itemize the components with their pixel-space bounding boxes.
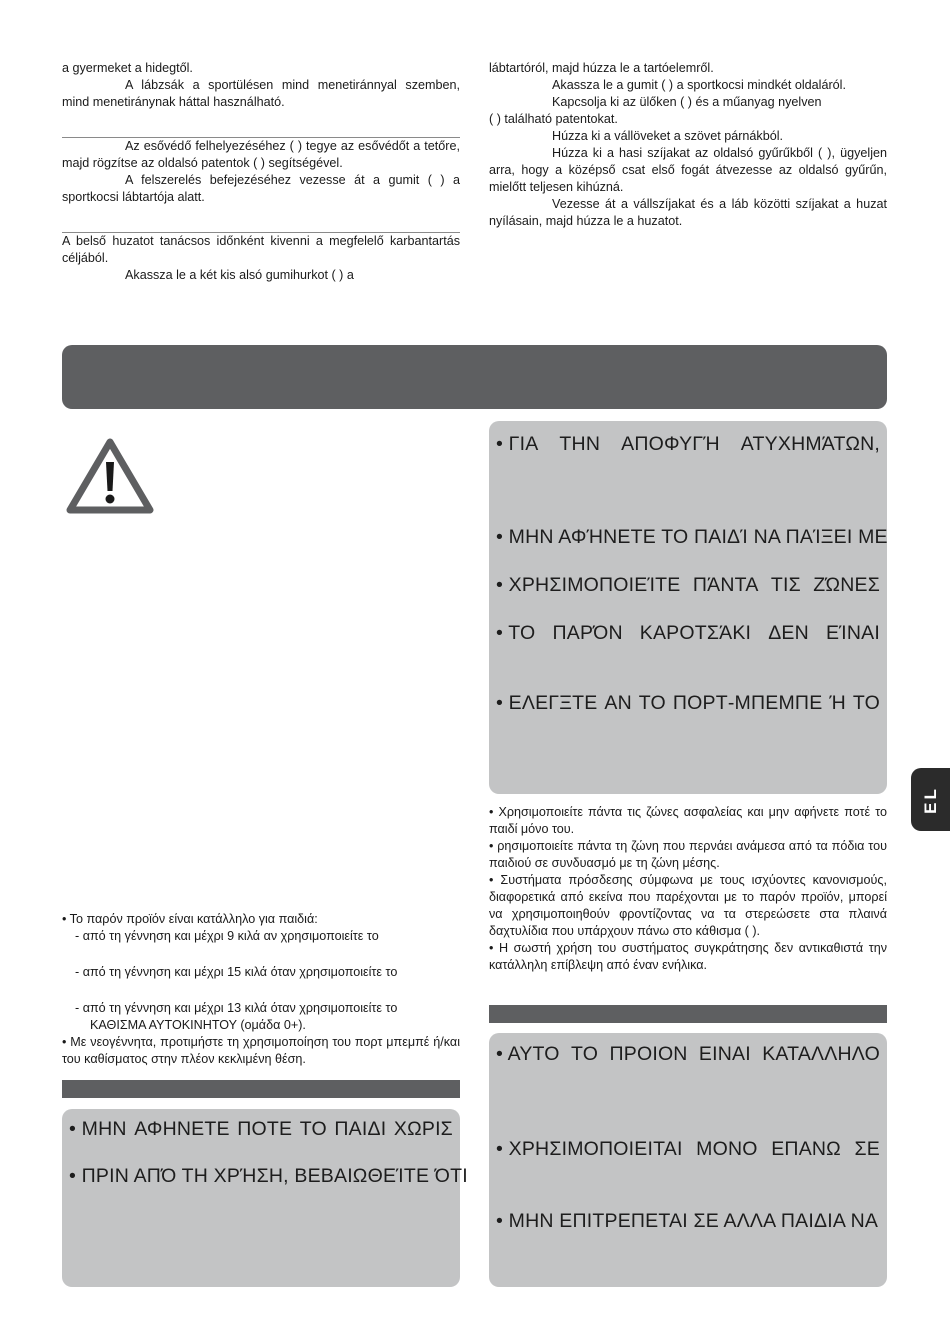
warning-line-2: • ΜΗΝ ΑΦΉΝΕΤΕ ΤΟ ΠΑΙΔΊ ΝΑ ΠΑΊΞΕΙ ΜΕ bbox=[496, 526, 888, 548]
text-p1: lábtartóról, majd húzza le a tartóelemről. bbox=[489, 61, 714, 75]
word: ΜΟΝΟ bbox=[696, 1138, 758, 1160]
warning-line-4 bbox=[496, 621, 880, 645]
note-d1: - από τη γέννηση και μέχρι 9 κιλά αν χρησιμοποιείτε το bbox=[75, 929, 379, 943]
warning-left-line-2: • ΠΡΙΝ ΑΠΌ ΤΗ ΧΡΉΣΗ, ΒΕΒΑΙΩΘΕΊΤΕ ΌΤΙ bbox=[69, 1165, 468, 1187]
word: ΠΑΙΔΙ bbox=[334, 1118, 387, 1140]
word: Ή bbox=[829, 692, 846, 714]
word: • ΑΥΤΟ bbox=[496, 1043, 560, 1065]
word: ΠΑΡΌΝ bbox=[552, 622, 623, 644]
section-bar-left bbox=[62, 1080, 460, 1098]
word: • ΕΛΕΓΞΤΕ bbox=[496, 692, 598, 714]
text-p3: Az esővédő felhelyezéséhez ( ) tegye az esővédőt a tetőre, majd rögzítse az oldalsó patentok ( ) segítségével. bbox=[62, 139, 460, 170]
text-p4: Húzza ki a vállöveket a szövet párnákból. bbox=[552, 129, 784, 143]
warning-line-3 bbox=[496, 573, 880, 597]
text-p3b: ( ) található patentokat. bbox=[489, 112, 618, 126]
text-p2: A lábzsák a sportülésen mind menetiránnyal szemben, mind menetiránynak háttal használható. bbox=[62, 78, 460, 109]
word: • ΧΡΗΣΙΜΟΠΟΙΕΊΤΕ bbox=[496, 574, 681, 596]
text-p6: Vezesse át a vállszíjakat és a láb közötti szíjakat a huzat nyílásain, majd húzza le a huzatot. bbox=[489, 197, 887, 228]
word: • ΧΡΗΣΙΜΟΠΟΙΕΙΤΑΙ bbox=[496, 1138, 683, 1160]
note-d3b: ΚΑΘΙΣΜΑ ΑΥΤΟΚΙΝΗΤΟΥ (ομάδα 0+). bbox=[90, 1018, 306, 1032]
right-notes bbox=[489, 804, 887, 974]
text-p5: Húzza ki a hasi szíjakat az oldalsó gyűrűkből ( ), ügyeljen arra, hogy a középső csat első fogát átvezesse az oldalsó gyűrűn, mielőtt teljesen kihúzná. bbox=[489, 146, 887, 194]
top-right-column bbox=[489, 60, 887, 230]
word: ΑΦΗΝΕΤΕ bbox=[134, 1118, 230, 1140]
word: ΖΏΝΕΣ bbox=[813, 574, 880, 596]
word: ΤΟ bbox=[299, 1118, 327, 1140]
section-bar-right bbox=[489, 1005, 887, 1023]
warning-left-line-1 bbox=[69, 1117, 453, 1141]
word: ΑΠΟΦΥΓΉ bbox=[621, 433, 720, 455]
word: ΑΤΥΧΗΜΆΤΩΝ, bbox=[740, 433, 880, 455]
word: • ΜΗΝ bbox=[69, 1118, 127, 1140]
warning-right-line-2 bbox=[496, 1137, 880, 1161]
language-tab bbox=[911, 768, 950, 831]
word: ΑΝ bbox=[604, 692, 632, 714]
word: ΕΙΝΑΙ bbox=[698, 1043, 751, 1065]
note-b3: • Συστήματα πρόσδεσης σύμφωνα με τους ισχύοντες κανονισμούς, διαφορετικά από εκείνα που παρέχονται με το παρόν προϊόν, μπορεί να χρησιμοποιηθούν φροντίζοντας να τα στερεώσετε στα πλαινά δαχτυλίδια που υπάρχουν πάνω στο κάθισμα ( ). bbox=[489, 873, 887, 938]
note-b2: • Με νεογέννητα, προτιμήστε τη χρησιμοποίηση του πορτ μπεμπέ ή/και του καθίσματος στην πλέον κεκλιμένη θέση. bbox=[62, 1035, 460, 1066]
word: ΠΡΟΙΟΝ bbox=[609, 1043, 688, 1065]
word: ΚΑΤΑΛΛΗΛΟ bbox=[762, 1043, 880, 1065]
text-p5: A belső huzatot tanácsos időnként kivenni a megfelelő karbantartás céljából. bbox=[62, 234, 460, 265]
word: • ΓΙΑ bbox=[496, 433, 539, 455]
note-b1: • Το παρόν προϊόν είναι κατάλληλο για παιδιά: bbox=[62, 912, 318, 926]
warning-right-line-3: • ΜΗΝ ΕΠΙΤΡΕΠΕΤΑΙ ΣΕ ΑΛΛΑ ΠΑΙΔΙΑ ΝΑ bbox=[496, 1210, 879, 1232]
warning-line-5 bbox=[496, 691, 880, 715]
note-d3a: - από τη γέννηση και μέχρι 13 κιλά όταν χρησιμοποιείτε το bbox=[75, 1001, 398, 1015]
word: ΤΙΣ bbox=[770, 574, 801, 596]
note-b4: • Η σωστή χρήση του συστήματος συγκράτησης δεν αντικαθιστά την κατάλληλη επίβλεψη από έναν ενήλικα. bbox=[489, 941, 887, 972]
text-p6: Akassza le a két kis alsó gumihurkot ( ) a bbox=[125, 268, 354, 282]
text-p3a: Kapcsolja ki az ülőken ( ) és a műanyag nyelven bbox=[552, 95, 822, 109]
word: ΕΠΑΝΩ bbox=[771, 1138, 841, 1160]
note-d2: - από τη γέννηση και μέχρι 15 κιλά όταν χρησιμοποιείτε το bbox=[75, 965, 398, 979]
word: ΤΗΝ bbox=[559, 433, 601, 455]
left-notes bbox=[62, 911, 460, 1068]
warning-line-1 bbox=[496, 432, 880, 456]
warning-triangle-icon bbox=[66, 438, 154, 514]
text-p4: A felszerelés befejezéséhez vezesse át a gumit ( ) a sportkocsi lábtartója alatt. bbox=[62, 173, 460, 204]
word: ΧΩΡΙΣ bbox=[393, 1118, 453, 1140]
word: • ΤΟ bbox=[496, 622, 536, 644]
warning-box-top bbox=[489, 421, 887, 794]
language-tab-label: EL bbox=[920, 785, 940, 814]
word: ΠΟΤΕ bbox=[237, 1118, 293, 1140]
text-p2: Akassza le a gumit ( ) a sportkocsi mindkét oldaláról. bbox=[552, 78, 846, 92]
word: ΤΟ bbox=[571, 1043, 599, 1065]
text-p1: a gyermeket a hidegtől. bbox=[62, 61, 193, 75]
section-header-bar bbox=[62, 345, 887, 409]
warning-right-line-1 bbox=[496, 1042, 880, 1066]
word: ΠΆΝΤΑ bbox=[692, 574, 759, 596]
top-left-column bbox=[62, 60, 460, 284]
word: ΤΟ bbox=[852, 692, 880, 714]
word: ΚΑΡΟΤΣΆΚΙ bbox=[639, 622, 752, 644]
note-b1: • Χρησιμοποιείτε πάντα τις ζώνες ασφαλείας και μην αφήνετε ποτέ το παιδί μόνο του. bbox=[489, 805, 887, 836]
word: ΔΕΝ bbox=[768, 622, 809, 644]
word: ΤΟ bbox=[638, 692, 666, 714]
note-b2: • ρησιμοποιείτε πάντα τη ζώνη που περνάει ανάμεσα από τα πόδια του παιδιού σε συνδυασμό με τη ζώνη μέσης. bbox=[489, 839, 887, 870]
word: ΣΕ bbox=[854, 1138, 880, 1160]
word: ΕΊΝΑΙ bbox=[825, 622, 880, 644]
word: ΠΟΡΤ-ΜΠΕΜΠΕ bbox=[672, 692, 823, 714]
